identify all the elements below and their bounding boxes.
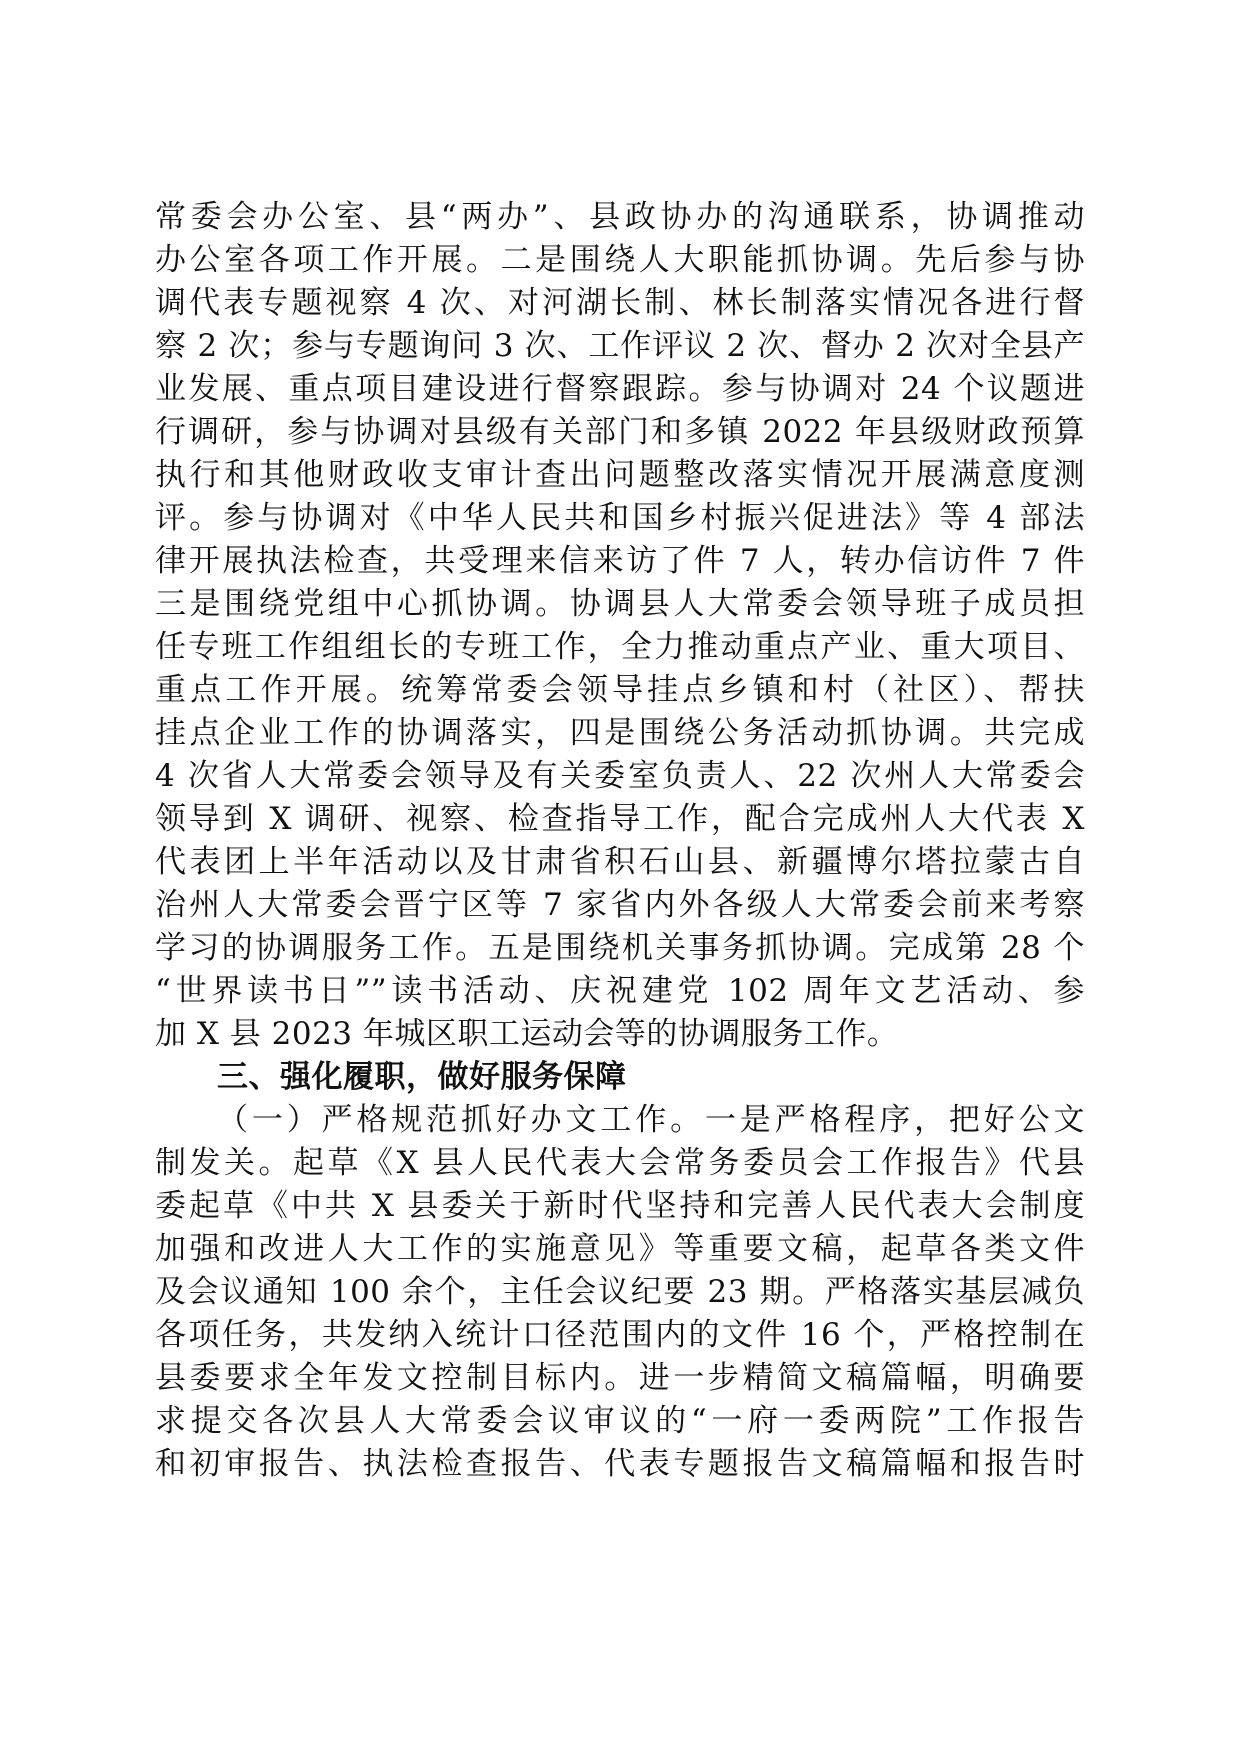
- text-line: 调代表专题视察 4 次、对河湖长制、林长制落实情况各进行督: [155, 285, 1085, 321]
- text-line: 制发关。起草《X 县人民代表大会常务委员会工作报告》代县: [155, 1145, 1085, 1181]
- paragraph-continued: [155, 196, 1085, 1056]
- text-line: “世界读书日””读书活动、庆祝建党 102 周年文艺活动、参: [155, 973, 1085, 1009]
- text-line: 4 次省人大常委会领导及有关委室负责人、22 次州人大常委会: [155, 758, 1085, 794]
- text-line: 三是围绕党组中心抓协调。协调县人大常委会领导班子成员担: [155, 586, 1085, 622]
- text-line: 重点工作开展。统筹常委会领导挂点乡镇和村（社区）、帮扶: [155, 672, 1085, 708]
- text-line: 领导到 X 调研、视察、检查指导工作，配合完成州人大代表 X: [155, 801, 1085, 837]
- text-line: 各项任务，共发纳入统计口径范围内的文件 16 个，严格控制在: [155, 1317, 1085, 1353]
- text-line: 执行和其他财政收支审计查出问题整改落实情况开展满意度测: [155, 457, 1085, 493]
- text-line: 挂点企业工作的协调落实，四是围绕公务活动抓协调。共完成: [155, 715, 1085, 751]
- text-line: 委起草《中共 X 县委关于新时代坚持和完善人民代表大会制度: [155, 1188, 1085, 1224]
- text-line: 察 2 次；参与专题询问 3 次、工作评议 2 次、督办 2 次对全县产: [155, 328, 1085, 364]
- text-line: 及会议通知 100 余个，主任会议纪要 23 期。严格落实基层减负: [155, 1274, 1085, 1310]
- text-line: 学习的协调服务工作。五是围绕机关事务抓协调。完成第 28 个: [155, 930, 1085, 966]
- paragraph-new: [155, 1099, 1085, 1486]
- text-line: 办公室各项工作开展。二是围绕人大职能抓协调。先后参与协: [155, 242, 1085, 278]
- text-line: 律开展执法检查，共受理来信来访了件 7 人，转办信访件 7 件: [155, 543, 1085, 579]
- body-text: [155, 196, 1085, 1486]
- text-line: 常委会办公室、县“两办”、县政协办的沟通联系，协调推动: [155, 199, 1085, 235]
- text-line: 评。参与协调对《中华人民共和国乡村振兴促进法》等 4 部法: [155, 500, 1085, 536]
- text-line: 业发展、重点项目建设进行督察跟踪。参与协调对 24 个议题进: [155, 371, 1085, 407]
- text-line: 县委要求全年发文控制目标内。进一步精简文稿篇幅，明确要: [155, 1360, 1085, 1396]
- text-line: 求提交各次县人大常委会议审议的“一府一委两院”工作报告: [155, 1403, 1085, 1439]
- text-line: 任专班工作组组长的专班工作，全力推动重点产业、重大项目、: [155, 629, 1085, 665]
- text-line: 加强和改进人大工作的实施意见》等重要文稿，起草各类文件: [155, 1231, 1085, 1267]
- text-line: 和初审报告、执法检查报告、代表专题报告文稿篇幅和报告时: [155, 1446, 1085, 1482]
- text-line: 治州人大常委会晋宁区等 7 家省内外各级人大常委会前来考察: [155, 887, 1085, 923]
- text-line: 加 X 县 2023 年城区职工运动会等的协调服务工作。: [155, 1016, 899, 1052]
- text-line: 代表团上半年活动以及甘肃省积石山县、新疆博尔塔拉蒙古自: [155, 844, 1085, 880]
- text-line: 行调研，参与协调对县级有关部门和多镇 2022 年县级财政预算: [155, 414, 1085, 450]
- section-heading: 三、强化履职，做好服务保障: [217, 1059, 627, 1095]
- text-line: （一）严格规范抓好办文工作。一是严格程序，把好公文: [217, 1102, 1085, 1138]
